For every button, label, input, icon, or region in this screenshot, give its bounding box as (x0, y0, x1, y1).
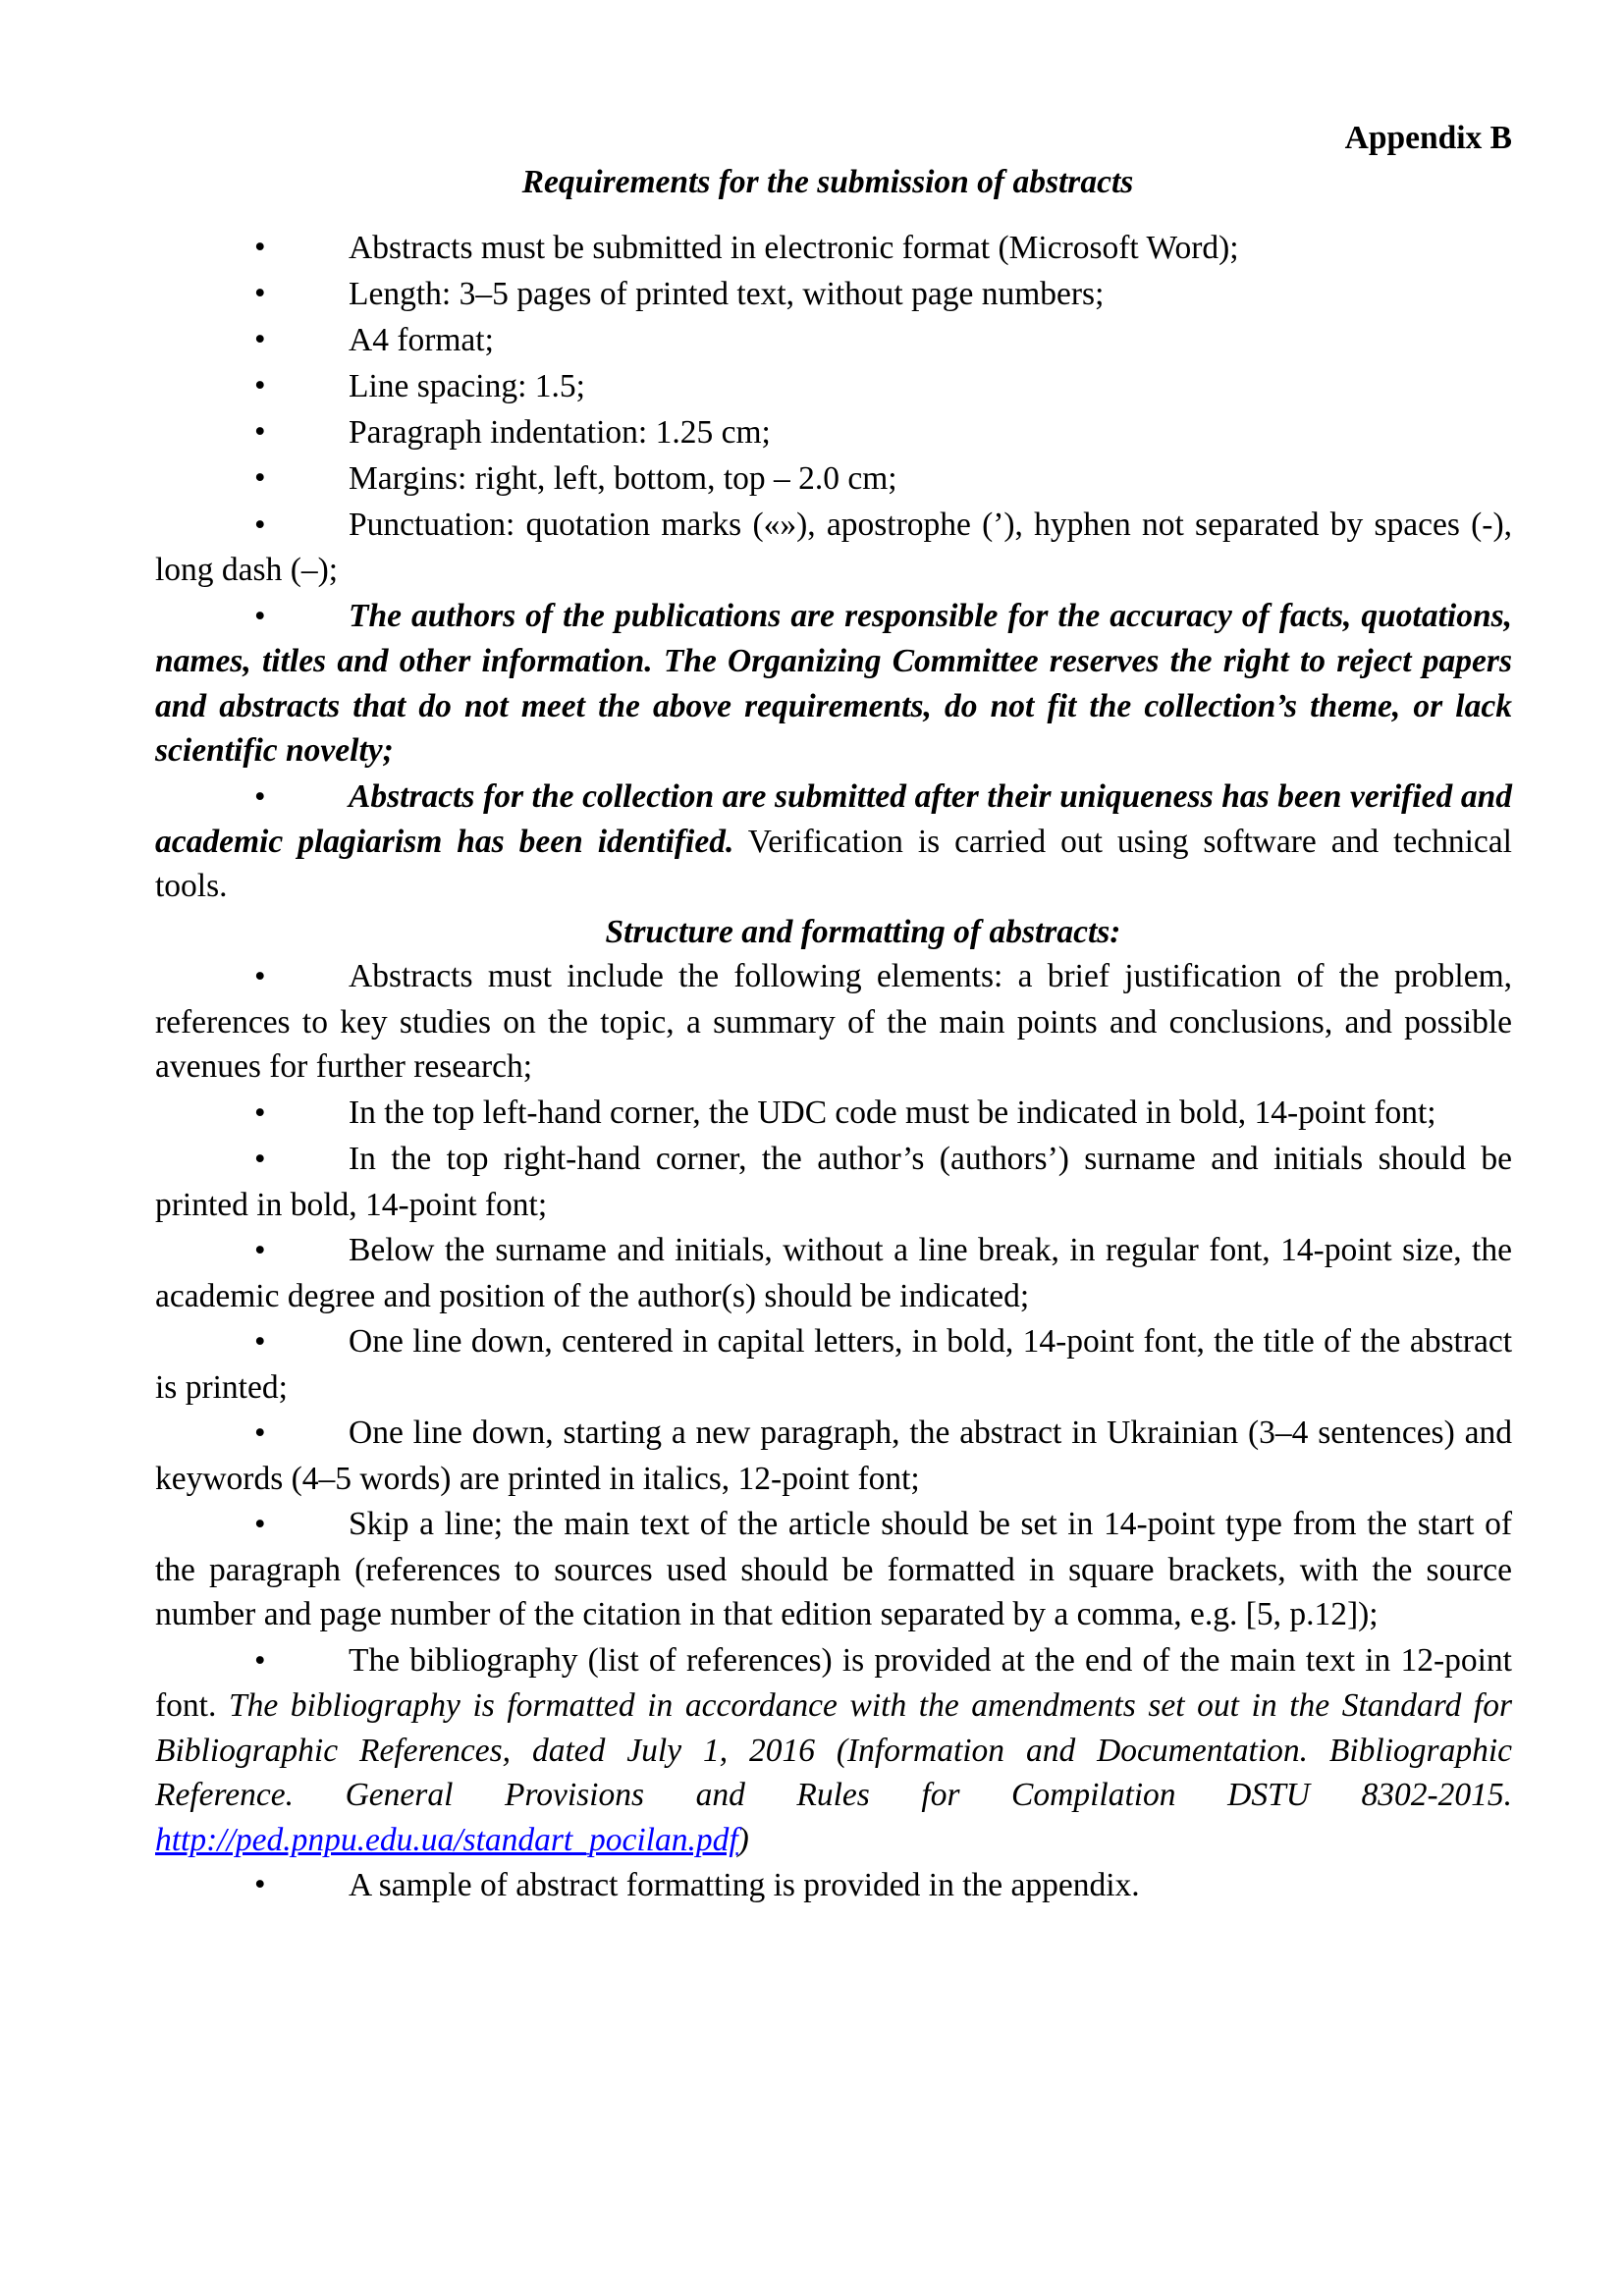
list-item-text: A4 format; (349, 322, 494, 359)
bullet-icon: • (254, 1142, 266, 1178)
requirements-list (155, 226, 1512, 908)
list-item (155, 364, 1512, 408)
bullet-icon: • (254, 414, 266, 451)
list-item-text: Line spacing: 1.5; (349, 368, 585, 405)
list-item (155, 1091, 1512, 1136)
list-item-text: Abstracts must be submitted in electronic format (Microsoft Word); (349, 230, 1239, 267)
list-item (155, 774, 1512, 909)
structure-list (155, 954, 1512, 1907)
section-title: Structure and formatting of abstracts: (605, 914, 1121, 951)
bullet-icon: • (254, 1642, 266, 1679)
bullet-icon: • (254, 1324, 266, 1361)
document-page (155, 116, 1512, 1909)
list-item-emphasis: The authors of the publications are responsible for the accuracy of facts, quotations, names, titles and other information. The Organizing Committee reserves the right to reject papers and abstracts that do not meet the above requirements, do not fit the collection’s theme, or lack scientific novelty; (155, 597, 1512, 770)
list-item (155, 1137, 1512, 1227)
appendix-label: Appendix B (1344, 120, 1512, 156)
list-item-text: Paragraph indentation: 1.25 cm; (349, 414, 771, 452)
list-item-text: One line down, starting a new paragraph, the abstract in Ukrainian (3–4 sentences) and keywords (4–5 words) are printed in italics, 12-point font; (155, 1415, 1512, 1497)
list-item (155, 318, 1512, 362)
list-item-text: Punctuation: quotation marks («»), apostrophe (’), hyphen not separated by spaces (-), long dash (–); (155, 506, 1512, 589)
list-item (155, 1502, 1512, 1636)
list-item-text: Skip a line; the main text of the article should be set in 14-point type from the start of the paragraph (references to sources used should be formatted in square brackets, with the source number and page number of the citation in that edition separated by a comma, e.g. [5, p.12]); (155, 1506, 1512, 1633)
list-item (155, 1319, 1512, 1410)
list-item-text: One line down, centered in capital letters, in bold, 14-point font, the title of the abstract is printed; (155, 1323, 1512, 1406)
bullet-icon: • (254, 598, 266, 634)
bullet-icon: • (254, 276, 266, 312)
bullet-icon: • (254, 459, 266, 496)
page-title: Requirements for the submission of abstracts (521, 164, 1134, 200)
list-item (155, 1638, 1512, 1862)
bullet-icon: • (254, 1867, 266, 1903)
bullet-icon: • (254, 778, 266, 815)
list-item (155, 503, 1512, 593)
list-item (155, 272, 1512, 316)
list-item (155, 226, 1512, 270)
bullet-icon: • (254, 959, 266, 995)
list-item-emphasis: Abstracts for the collection are submitted after their uniqueness has been verified and academic plagiarism has been identified. (155, 777, 1512, 861)
list-item-text: Abstracts must include the following elements: a brief justification of the problem, references to key studies on the topic, a summary of the main points and conclusions, and possible avenues for further research; (155, 958, 1512, 1086)
list-item-text: In the top right-hand corner, the author’s (authors’) surname and initials should be printed in bold, 14-point font; (155, 1141, 1512, 1223)
list-item (155, 1411, 1512, 1501)
bullet-icon: • (254, 1507, 266, 1543)
bullet-icon: • (254, 322, 266, 358)
bullet-icon: • (254, 230, 266, 266)
bullet-icon: • (254, 368, 266, 404)
list-item-tail: ) (737, 1821, 749, 1858)
bullet-icon: • (254, 507, 266, 543)
list-item-text: In the top left-hand corner, the UDC code must be indicated in bold, 14-point font; (349, 1094, 1436, 1131)
list-item (155, 410, 1512, 454)
list-item (155, 456, 1512, 501)
bullet-icon: • (254, 1233, 266, 1269)
list-item (155, 1228, 1512, 1318)
list-item-text: Length: 3–5 pages of printed text, without page numbers; (349, 276, 1105, 313)
list-item (155, 1863, 1512, 1907)
list-item-text: Below the surname and initials, without a line break, in regular font, 14-point size, the academic degree and position of the author(s) should be indicated; (155, 1232, 1512, 1314)
list-item-text: A sample of abstract formatting is provided in the appendix. (349, 1867, 1140, 1904)
list-item-italic: The bibliography is formatted in accordance with the amendments set out in the Standard for Bibliographic References, dated July 1, 2016 (Information and Documentation. Bibliographic Reference. General Provisions and Rules for Compilation DSTU 8302-2015. (155, 1687, 1512, 1814)
standard-pdf-link[interactable]: http://ped.pnpu.edu.ua/standart_pocilan.pdf (155, 1821, 738, 1858)
list-item (155, 594, 1512, 774)
list-item-text: Verification is carried out using software and technical tools. (155, 824, 1512, 905)
list-item-text: Margins: right, left, bottom, top – 2.0 cm; (349, 459, 897, 497)
list-item (155, 954, 1512, 1089)
bullet-icon: • (254, 1095, 266, 1131)
list-item-text: The bibliography (list of references) is provided at the end of the main text in 12-point font. (155, 1641, 1512, 1725)
bullet-icon: • (254, 1415, 266, 1452)
